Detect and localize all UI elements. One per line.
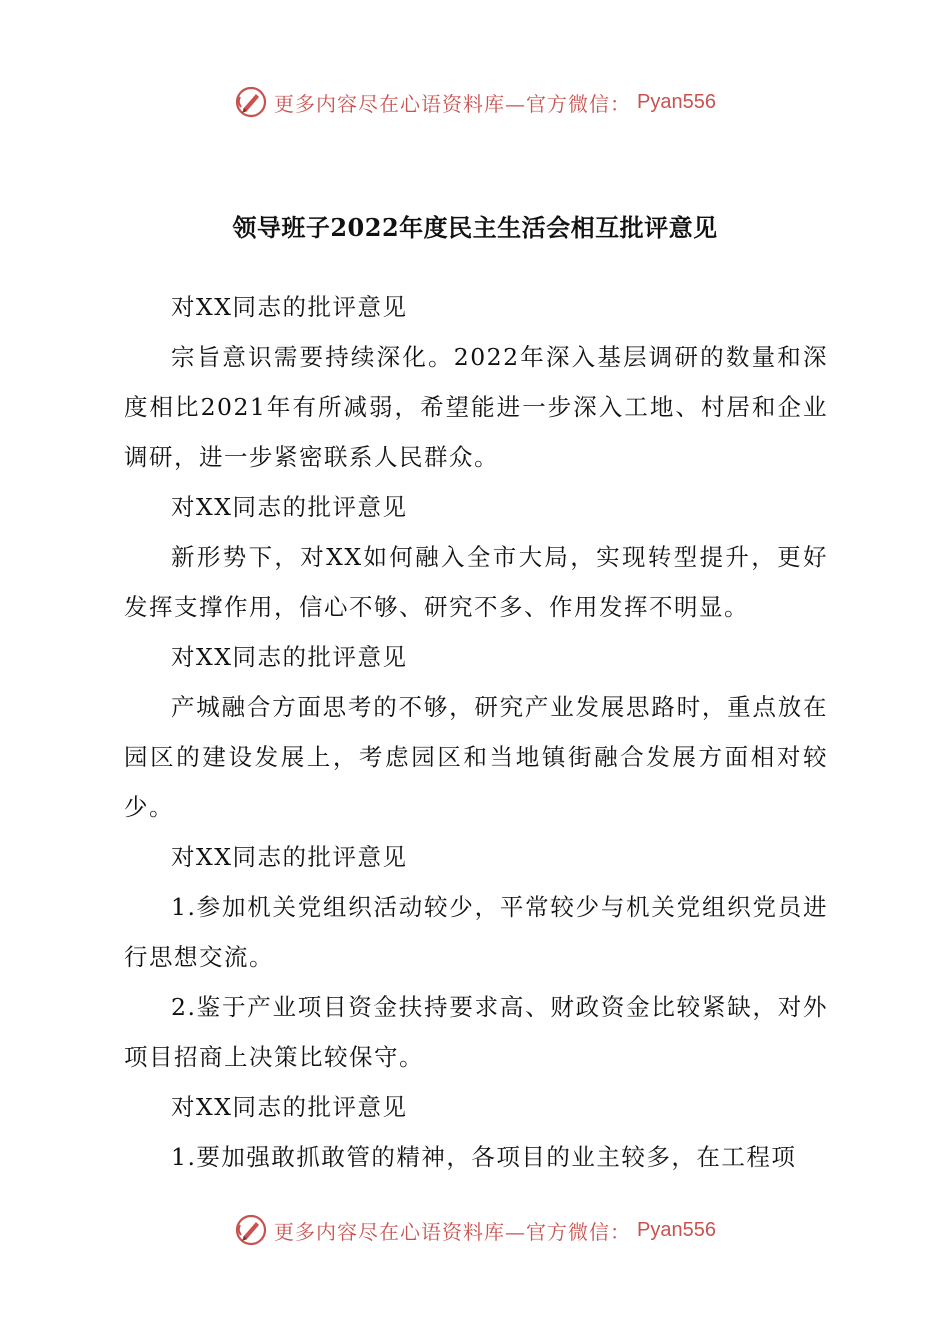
- paragraph: 宗旨意识需要持续深化。2022年深入基层调研的数量和深度相比2021年有所减弱，希望能进一步深入工地、村居和企业调研，进一步紧密联系人民群众。: [124, 343, 828, 471]
- paragraph: 新形势下，对XX如何融入全市大局，实现转型提升，更好发挥支撑作用，信心不够、研究不多、作用发挥不明显。: [124, 543, 828, 621]
- document-title: 领导班子2022年度民主生活会相互批评意见: [232, 213, 718, 242]
- paragraph: 2.鉴于产业项目资金扶持要求高、财政资金比较紧缺，对外项目招商上决策比较保守。: [124, 993, 828, 1071]
- pen-circle-logo-icon: [234, 85, 268, 119]
- document-body: [124, 282, 828, 1182]
- banner-text: 更多内容尽在心语资料库—官方微信：: [274, 91, 632, 116]
- banner-text: 更多内容尽在心语资料库—官方微信：: [274, 1219, 632, 1244]
- section-heading: 对XX同志的批评意见: [171, 293, 408, 321]
- paragraph: 1.参加机关党组织活动较少，平常较少与机关党组织党员进行思想交流。: [124, 893, 828, 971]
- banner-handle: Pyan556: [637, 90, 716, 113]
- section-heading: 对XX同志的批评意见: [171, 1093, 408, 1121]
- section-heading: 对XX同志的批评意见: [171, 493, 408, 521]
- footer-banner: [0, 1210, 950, 1250]
- paragraph: 1.要加强敢抓敢管的精神，各项目的业主较多，在工程项: [171, 1143, 797, 1171]
- header-banner: [0, 82, 950, 122]
- pen-circle-logo-icon: [234, 1213, 268, 1247]
- banner-handle: Pyan556: [637, 1218, 716, 1241]
- section-heading: 对XX同志的批评意见: [171, 843, 408, 871]
- paragraph: 产城融合方面思考的不够，研究产业发展思路时，重点放在园区的建设发展上，考虑园区和当地镇街融合发展方面相对较少。: [124, 693, 828, 821]
- section-heading: 对XX同志的批评意见: [171, 643, 408, 671]
